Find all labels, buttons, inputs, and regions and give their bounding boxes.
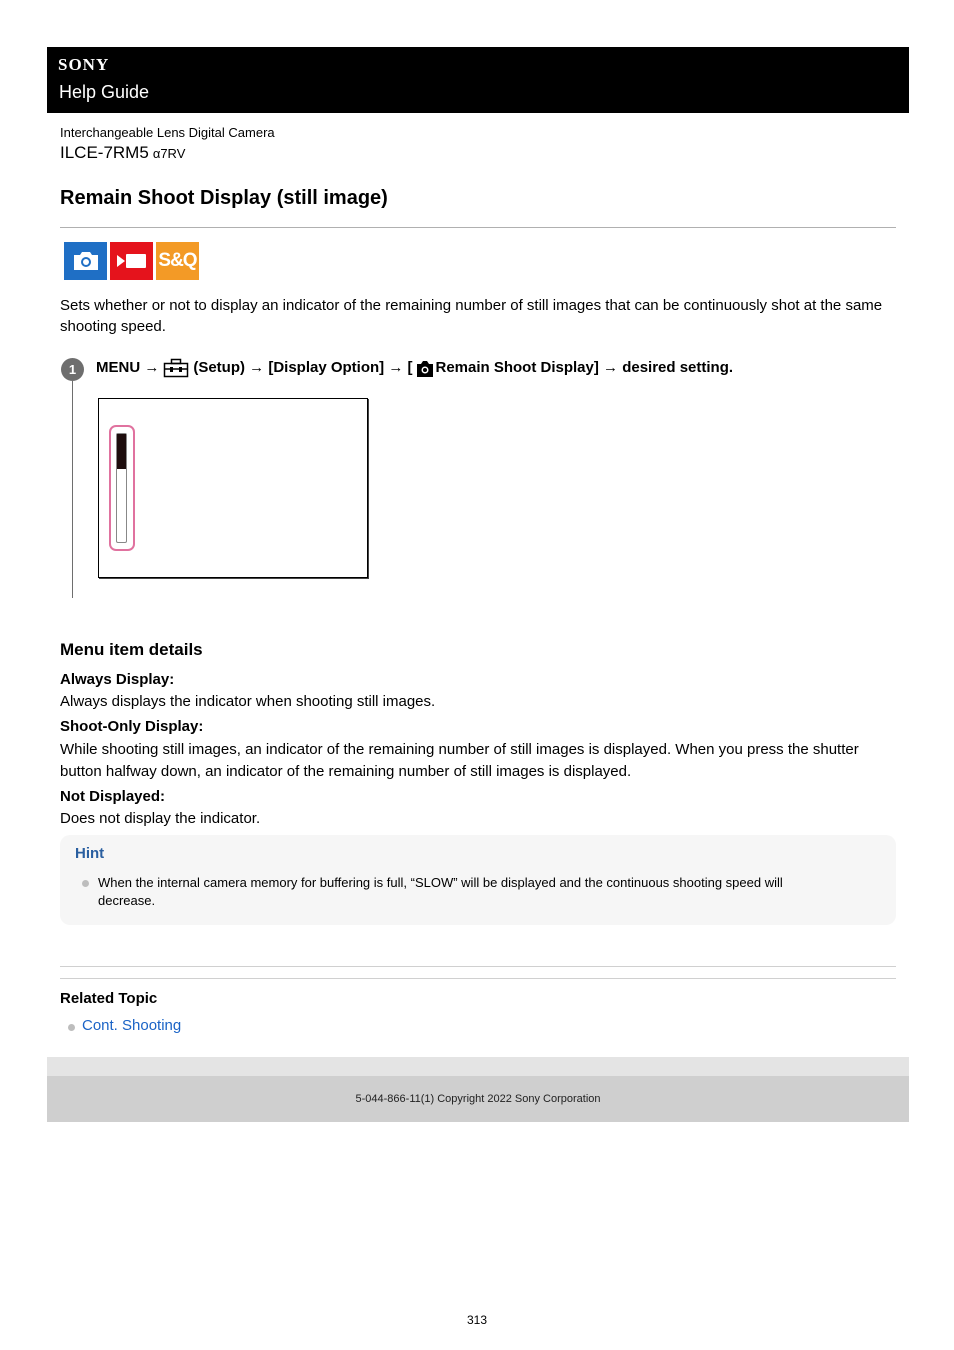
product-type: Interchangeable Lens Digital Camera xyxy=(60,125,275,140)
related-bullet xyxy=(68,1024,75,1031)
term-always-display: Always Display: xyxy=(60,671,175,688)
step-number: 1 xyxy=(61,358,84,381)
indicator-bar xyxy=(116,433,127,543)
toolbox-setup-icon xyxy=(163,358,189,378)
related-topic-heading: Related Topic xyxy=(60,990,158,1007)
def-not-displayed: Does not display the indicator. xyxy=(60,810,261,827)
page-title: Remain Shoot Display (still image) xyxy=(60,187,388,209)
remain-shoot-indicator xyxy=(109,425,135,551)
footer xyxy=(47,1076,909,1122)
def-always-display: Always displays the indicator when shooting still images. xyxy=(60,693,436,710)
step-setup-text: (Setup) → [Display Option] → [ xyxy=(193,359,413,376)
hint-title: Hint xyxy=(75,845,105,862)
model-alias: α7RV xyxy=(152,146,186,161)
still-camera-small-icon xyxy=(416,358,434,378)
title-divider xyxy=(60,227,896,228)
term-shoot-only-display: Shoot-Only Display: xyxy=(60,718,204,735)
movie-camera-icon xyxy=(110,242,153,280)
term-not-displayed: Not Displayed: xyxy=(60,788,166,805)
hint-bullet xyxy=(82,880,89,887)
step-menu-text: MENU → xyxy=(96,359,160,376)
step-remain-text: Remain Shoot Display] → desired setting. xyxy=(435,359,734,376)
indicator-fill xyxy=(117,434,126,469)
s-and-q-icon: S&Q xyxy=(156,242,199,280)
shooting-mode-icons xyxy=(64,242,199,280)
still-image-camera-icon xyxy=(64,242,107,280)
def-shoot-only-display: While shooting still images, an indicator of the remaining number of still images is displayed. When you press the shutter button halfway down, an indicator of the remaining number of still images is displayed. xyxy=(60,741,859,780)
sony-logo: SONY xyxy=(58,55,110,74)
related-link-cont-shooting[interactable]: Cont. Shooting xyxy=(82,1017,182,1034)
page-number: 313 xyxy=(466,1313,488,1327)
header-bar xyxy=(47,47,909,113)
product-model xyxy=(60,143,185,163)
footer-band xyxy=(47,1057,909,1076)
hint-box xyxy=(60,835,896,925)
section-divider-top xyxy=(60,966,896,967)
section-divider-bottom xyxy=(60,978,896,979)
monitor-illustration xyxy=(98,398,368,578)
model-number: ILCE-7RM5 xyxy=(60,143,149,162)
hint-text: When the internal camera memory for buffering is full, “SLOW” will be displayed and the continuous shooting speed will decrease. xyxy=(98,875,783,908)
copyright-text: 5-044-866-11(1) Copyright 2022 Sony Corporation xyxy=(355,1093,601,1105)
description: Sets whether or not to display an indicator of the remaining number of still images that can be continuously shot at the same shooting speed. xyxy=(60,297,883,335)
step-instruction xyxy=(96,358,733,378)
step-connector-line xyxy=(72,381,73,598)
menu-details-heading: Menu item details xyxy=(60,640,203,659)
help-guide-label: Help Guide xyxy=(59,82,150,102)
